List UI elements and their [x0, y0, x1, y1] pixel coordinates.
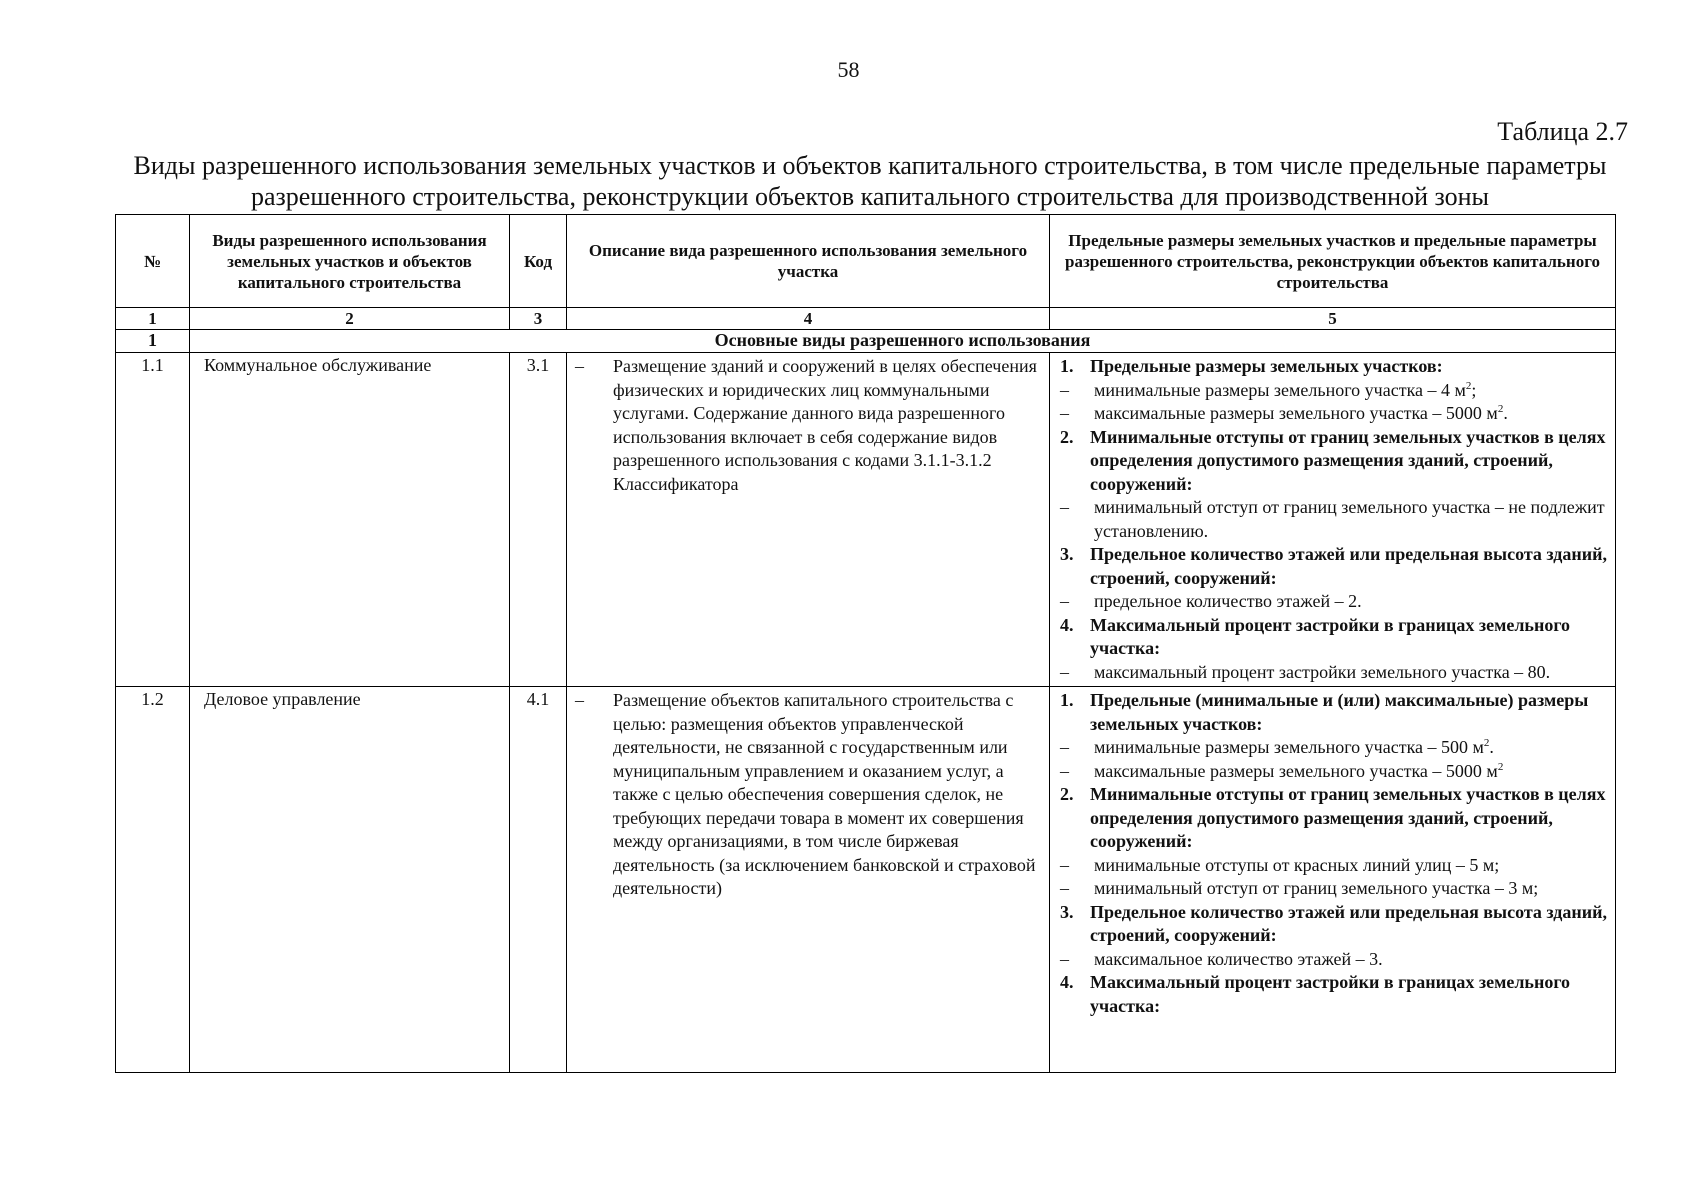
- heading-text: Максимальный процент застройки в границах земельного участка:: [1090, 614, 1571, 658]
- heading-text: Предельные (минимальные и (или) максимальные) размеры земельных участков:: [1090, 690, 1589, 734]
- section-num: 1: [116, 330, 190, 353]
- limits-item: [1060, 590, 1609, 614]
- page-number: 58: [837, 57, 860, 82]
- table-title: Виды разрешенного использования земельных участков и объектов капитального строительства, в том числе предельные параметры разрешенного строительства, реконструкции объектов капитального строительства для производственной зоны: [133, 151, 1607, 211]
- heading-number: 1.: [1060, 356, 1074, 376]
- heading-text: Минимальные отступы от границ земельных участков в целях определения допустимого размещения зданий, строений, сооружений:: [1090, 784, 1606, 851]
- dash-marker: –: [1060, 737, 1069, 757]
- superscript: 2: [1465, 379, 1472, 392]
- superscript: 2: [1497, 403, 1504, 415]
- limits-heading: [1060, 614, 1609, 661]
- limits-item: [1060, 877, 1609, 901]
- dash-marker: –: [1060, 878, 1069, 898]
- row-description: [567, 353, 1050, 687]
- table-label: Таблица 2.7: [1497, 117, 1628, 146]
- row-use-name: Коммунальное обслуживание: [190, 353, 510, 687]
- limits-heading: [1060, 971, 1609, 1018]
- heading-text: Предельное количество этажей или предельная высота зданий, строений, сооружений:: [1090, 901, 1608, 945]
- heading-text: Максимальный процент застройки в границах земельного участка:: [1090, 972, 1571, 1016]
- dash-marker: –: [1060, 497, 1069, 517]
- limits-heading: [1060, 783, 1609, 854]
- item-text-main: максимальные размеры земельного участка – 5000 м: [1094, 403, 1498, 423]
- limits-heading: [1060, 543, 1609, 590]
- item-text-main: максимальные размеры земельного участка – 5000 м: [1094, 760, 1498, 781]
- description-text: Размещение объектов капитального строительства с целью: размещения объектов управленческой деятельности, не связанной с государственным или муниципальным управлением и оказанием услуг, а также с целью обеспечения совершения сделок, не требующих передачи товара в момент их совершения между организациями, в том числе биржевая деятельность (за исключением банковской и страховой деятельности): [613, 690, 1036, 898]
- item-text-end: ;: [1471, 379, 1477, 400]
- item-text: [1094, 736, 1609, 760]
- item-text: [1094, 760, 1609, 784]
- limits-item: [1060, 854, 1609, 878]
- limits-heading: [1060, 355, 1609, 379]
- section-row: [116, 330, 1616, 353]
- dash-marker: –: [1060, 661, 1069, 682]
- heading-text: Предельное количество этажей или предельная высота зданий, строений, сооружений:: [1090, 544, 1608, 588]
- limits-item: [1060, 496, 1609, 543]
- heading-text: Минимальные отступы от границ земельных участков в целях определения допустимого размещения зданий, строений, сооружений:: [1090, 426, 1606, 494]
- item-text: максимальное количество этажей – 3.: [1094, 948, 1383, 969]
- heading-number: 2.: [1060, 784, 1074, 804]
- row-description: [567, 687, 1050, 1073]
- col-index: 2: [190, 308, 510, 330]
- land-use-table: [115, 214, 1616, 1073]
- limits-item: [1060, 661, 1609, 685]
- item-text-end: .: [1489, 737, 1494, 757]
- item-text-main: минимальные размеры земельного участка – 4 м: [1094, 379, 1466, 400]
- dash-marker: –: [1060, 591, 1069, 611]
- limits-heading: [1060, 426, 1609, 497]
- limits-item: [1060, 760, 1609, 784]
- row-limits: [1050, 687, 1616, 1073]
- col-index: 5: [1050, 308, 1616, 330]
- superscript: 2: [1483, 737, 1490, 749]
- row-code: 4.1: [510, 687, 567, 1073]
- item-text: минимальный отступ от границ земельного участка – не подлежит установлению.: [1094, 497, 1605, 541]
- row-use-name: Деловое управление: [190, 687, 510, 1073]
- limits-item: [1060, 402, 1609, 426]
- limits-item: [1060, 736, 1609, 760]
- heading-text: Предельные размеры земельных участков:: [1090, 356, 1443, 376]
- header-name: Виды разрешенного использования земельных участков и объектов капитального строительства: [190, 215, 510, 308]
- heading-number: 3.: [1060, 901, 1074, 922]
- item-text: минимальные отступы от красных линий улиц – 5 м;: [1094, 854, 1500, 875]
- table-row: [116, 353, 1616, 687]
- row-num: 1.2: [116, 687, 190, 1073]
- section-title: Основные виды разрешенного использования: [190, 330, 1616, 353]
- dash-marker: –: [1060, 403, 1069, 423]
- header-row: [116, 215, 1616, 308]
- dash-marker: –: [1060, 948, 1069, 969]
- row-num: 1.1: [116, 353, 190, 687]
- dash-marker: –: [575, 690, 584, 710]
- header-limits: Предельные размеры земельных участков и предельные параметры разрешенного строительства, реконструкции объектов капитального строительства: [1050, 215, 1616, 308]
- row-code: 3.1: [510, 353, 567, 687]
- heading-number: 1.: [1060, 690, 1074, 710]
- item-text: максимальный процент застройки земельного участка – 80.: [1094, 661, 1551, 682]
- limits-item: [1060, 948, 1609, 972]
- header-num: №: [116, 215, 190, 308]
- description-text: Размещение зданий и сооружений в целях обеспечения физических и юридических лиц коммунальными услугами. Содержание данного вида разрешенного использования включает в себя содержание видов разрешенного использования с кодами 3.1.1-3.1.2 Классификатора: [613, 356, 1037, 494]
- limits-item: [1060, 379, 1609, 403]
- heading-number: 4.: [1060, 972, 1074, 992]
- table-row: [116, 687, 1616, 1073]
- header-desc: Описание вида разрешенного использования земельного участка: [567, 215, 1050, 308]
- item-text-main: минимальные размеры земельного участка – 500 м: [1094, 737, 1484, 757]
- header-code: Код: [510, 215, 567, 308]
- col-index: 4: [567, 308, 1050, 330]
- row-limits: [1050, 353, 1616, 687]
- heading-number: 3.: [1060, 544, 1074, 564]
- item-text: предельное количество этажей – 2.: [1094, 591, 1362, 611]
- limits-heading: [1060, 901, 1609, 948]
- heading-number: 2.: [1060, 426, 1074, 447]
- superscript: 2: [1497, 760, 1504, 773]
- col-index: 3: [510, 308, 567, 330]
- item-text: [1094, 402, 1609, 426]
- item-text: [1094, 379, 1609, 403]
- limits-heading: [1060, 689, 1609, 736]
- heading-number: 4.: [1060, 614, 1074, 635]
- dash-marker: –: [1060, 854, 1069, 875]
- dash-marker: –: [1060, 760, 1069, 781]
- col-index: 1: [116, 308, 190, 330]
- dash-marker: –: [1060, 379, 1069, 400]
- item-text: минимальный отступ от границ земельного участка – 3 м;: [1094, 878, 1539, 898]
- dash-marker: –: [575, 356, 584, 376]
- column-index-row: [116, 308, 1616, 330]
- item-text-end: .: [1503, 403, 1508, 423]
